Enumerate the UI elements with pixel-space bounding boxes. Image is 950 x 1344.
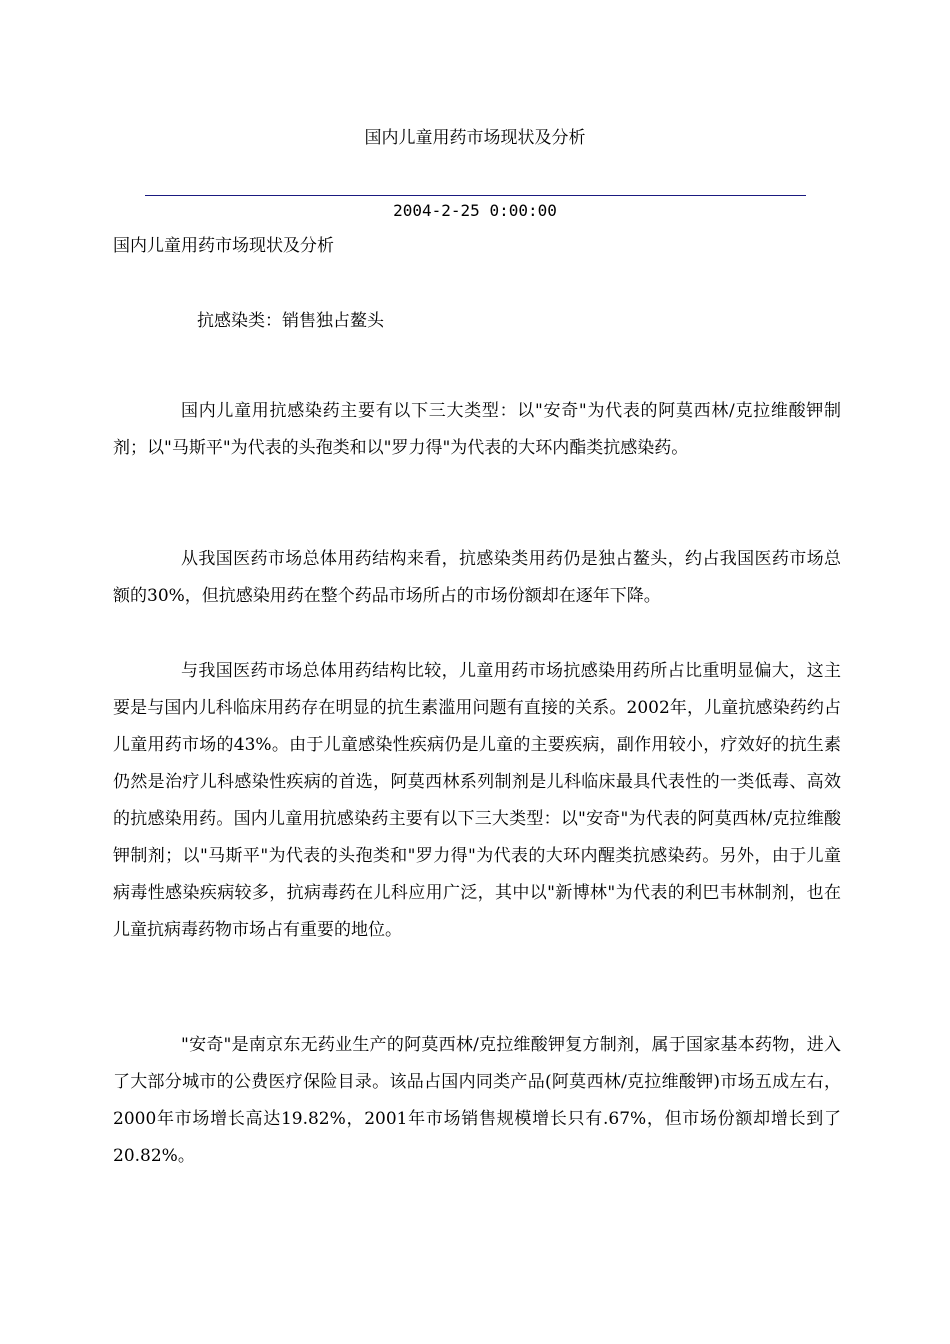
section-heading: 抗感染类：销售独占鳌头 <box>197 311 384 331</box>
article-subtitle: 国内儿童用药市场现状及分析 <box>113 236 334 256</box>
document-title: 国内儿童用药市场现状及分析 <box>364 128 586 148</box>
paragraph: 从我国医药市场总体用药结构来看，抗感染类用药仍是独占鳌头，约占我国医药市场总额的30%，但抗感染用药在整个药品市场所占的市场份额却在逐年下降。 <box>113 549 841 606</box>
publish-date: 2004-2-25 0:00:00 <box>393 201 557 220</box>
title-divider <box>145 195 806 196</box>
paragraph: 与我国医药市场总体用药结构比较，儿童用药市场抗感染用药所占比重明显偏大，这主要是与国内儿科临床用药存在明显的抗生素滥用问题有直接的关系。2002年，儿童抗感染药约占儿童用药市场的43%。由于儿童感染性疾病仍是儿童的主要疾病，副作用较小，疗效好的抗生素仍然是治疗儿科感染性疾病的首选，阿莫西林系列制剂是儿科临床最具代表性的一类低毒、高效的抗感染用药。国内儿童用抗感染药主要有以下三大类型：以"安奇"为代表的阿莫西林/克拉维酸钾制剂；以"马斯平"为代表的头孢类和"罗力得"为代表的大环内醒类抗感染药。另外，由于儿童病毒性感染疾病较多，抗病毒药在儿科应用广泛，其中以"新博林"为代表的利巴韦林制剂，也在儿童抗病毒药物市场占有重要的地位。 <box>113 661 841 940</box>
paragraph: 国内儿童用抗感染药主要有以下三大类型：以"安奇"为代表的阿莫西林/克拉维酸钾制剂；以"马斯平"为代表的头孢类和以"罗力得"为代表的大环内酯类抗感染药。 <box>113 401 841 458</box>
paragraph: "安奇"是南京东无药业生产的阿莫西林/克拉维酸钾复方制剂，属于国家基本药物，进入了大部分城市的公费医疗保险目录。该品占国内同类产品(阿莫西林/克拉维酸钾)市场五成左右，2000年市场增长高达19.82%，2001年市场销售规模增长只有.67%，但市场份额却增长到了20.82%。 <box>113 1035 841 1166</box>
